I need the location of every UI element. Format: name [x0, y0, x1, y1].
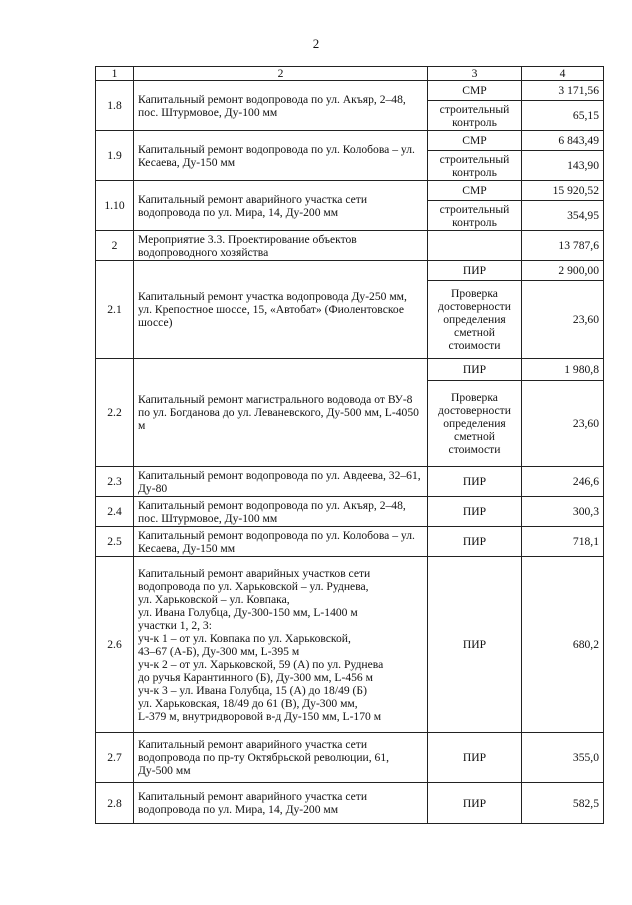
- works-table: [95, 66, 604, 824]
- description-line: Капитальный ремонт аварийных участков сети: [138, 566, 371, 580]
- work-type: Проверка достоверности определения сметной стоимости: [428, 381, 522, 467]
- amount: 246,6: [522, 467, 604, 497]
- row-description: Капитальный ремонт аварийного участка сети водопровода по ул. Мира, 14, Ду-200 мм: [134, 783, 428, 824]
- amount: 718,1: [522, 527, 604, 557]
- table-row: [96, 733, 604, 783]
- table-row: [96, 359, 604, 381]
- row-number: 2.8: [96, 783, 134, 824]
- work-type: ПИР: [428, 557, 522, 733]
- row-description: Капитальный ремонт водопровода по ул. Акъяр, 2–48, пос. Штурмовое, Ду-100 мм: [134, 81, 428, 131]
- header-col-2: 2: [134, 67, 428, 81]
- row-description: Капитальный ремонт водопровода по ул. Колобова – ул. Кесаева, Ду-150 мм: [134, 131, 428, 181]
- amount: 143,90: [522, 151, 604, 181]
- work-type: ПИР: [428, 261, 522, 281]
- row-number: 1.10: [96, 181, 134, 231]
- row-description: Капитальный ремонт водопровода по ул. Акъяр, 2–48, пос. Штурмовое, Ду-100 мм: [134, 497, 428, 527]
- row-number: 2.7: [96, 733, 134, 783]
- work-type: [428, 231, 522, 261]
- row-number: 2.3: [96, 467, 134, 497]
- row-description: Капитальный ремонт аварийного участка сети водопровода по пр-ту Октябрьской революции, 61, Ду-500 мм: [134, 733, 428, 783]
- work-type: Проверка достоверности определения сметной стоимости: [428, 281, 522, 359]
- amount: 65,15: [522, 101, 604, 131]
- table-row: [96, 557, 604, 733]
- description-line: ул. Харьковской – ул. Ковпака,: [138, 592, 290, 606]
- work-type: СМР: [428, 181, 522, 201]
- work-type: строительный контроль: [428, 201, 522, 231]
- work-type: ПИР: [428, 467, 522, 497]
- work-type: ПИР: [428, 359, 522, 381]
- table-row: [96, 181, 604, 201]
- work-type: строительный контроль: [428, 101, 522, 131]
- row-description: Мероприятие 3.3. Проектирование объектов водопроводного хозяйства: [134, 231, 428, 261]
- amount: 13 787,6: [522, 231, 604, 261]
- amount: 6 843,49: [522, 131, 604, 151]
- work-type: ПИР: [428, 527, 522, 557]
- description-line: водопровода по ул. Харьковской – ул. Руднева,: [138, 579, 369, 593]
- row-number: 2.2: [96, 359, 134, 467]
- table-row: [96, 81, 604, 101]
- work-type: ПИР: [428, 733, 522, 783]
- amount: 23,60: [522, 381, 604, 467]
- amount: 3 171,56: [522, 81, 604, 101]
- description-line: уч-к 1 – от ул. Ковпака по ул. Харьковской,: [138, 631, 351, 645]
- description-line: L-379 м, внутридворовой в-д Ду-150 мм, L-170 м: [138, 709, 382, 723]
- table-row: [96, 261, 604, 281]
- amount: 300,3: [522, 497, 604, 527]
- amount: 15 920,52: [522, 181, 604, 201]
- row-description: Капитальный ремонт водопровода по ул. Авдеева, 32–61, Ду-80: [134, 467, 428, 497]
- amount: 23,60: [522, 281, 604, 359]
- row-number: 1.9: [96, 131, 134, 181]
- description-line: до ручья Карантинного (Б), Ду-300 мм, L-456 м: [138, 670, 373, 684]
- row-number: 1.8: [96, 81, 134, 131]
- description-line: ул. Ивана Голубца, Ду-300-150 мм, L-1400 м: [138, 605, 358, 619]
- table-row: [96, 231, 604, 261]
- row-number: 2.4: [96, 497, 134, 527]
- header-col-4: 4: [522, 67, 604, 81]
- header-col-1: 1: [96, 67, 134, 81]
- table-row: [96, 467, 604, 497]
- header-col-3: 3: [428, 67, 522, 81]
- work-type: СМР: [428, 81, 522, 101]
- row-description: Капитальный ремонт магистрального водовода от ВУ-8 по ул. Богданова до ул. Леваневского, Ду-500 мм, L-4050 м: [134, 359, 428, 467]
- row-number: 2: [96, 231, 134, 261]
- row-description: Капитальный ремонт водопровода по ул. Колобова – ул. Кесаева, Ду-150 мм: [134, 527, 428, 557]
- page-number: 2: [312, 36, 320, 51]
- amount: 355,0: [522, 733, 604, 783]
- table-row: [96, 527, 604, 557]
- amount: 582,5: [522, 783, 604, 824]
- table-header-row: [96, 67, 604, 81]
- amount: 680,2: [522, 557, 604, 733]
- table-row: [96, 497, 604, 527]
- work-type: ПИР: [428, 783, 522, 824]
- description-line: ул. Харьковская, 18/49 до 61 (В), Ду-300 мм,: [138, 696, 358, 710]
- table-row: [96, 783, 604, 824]
- amount: 1 980,8: [522, 359, 604, 381]
- description-line: уч-к 3 – ул. Ивана Голубца, 15 (А) до 18/49 (Б): [138, 683, 367, 697]
- table-row: [96, 131, 604, 151]
- row-description: Капитальный ремонт участка водопровода Ду-250 мм, ул. Крепостное шоссе, 15, «Автобат» (Фиолентовское шоссе): [134, 261, 428, 359]
- work-type: строительный контроль: [428, 151, 522, 181]
- row-description: [134, 557, 428, 733]
- row-number: 2.6: [96, 557, 134, 733]
- row-number: 2.5: [96, 527, 134, 557]
- row-description: Капитальный ремонт аварийного участка сети водопровода по ул. Мира, 14, Ду-200 мм: [134, 181, 428, 231]
- amount: 354,95: [522, 201, 604, 231]
- work-type: ПИР: [428, 497, 522, 527]
- amount: 2 900,00: [522, 261, 604, 281]
- work-type: СМР: [428, 131, 522, 151]
- description-line: участки 1, 2, 3:: [138, 618, 212, 632]
- description-line: 43–67 (А-Б), Ду-300 мм, L-395 м: [138, 644, 300, 658]
- row-number: 2.1: [96, 261, 134, 359]
- description-line: уч-к 2 – от ул. Харьковской, 59 (А) по ул. Руднева: [138, 657, 384, 671]
